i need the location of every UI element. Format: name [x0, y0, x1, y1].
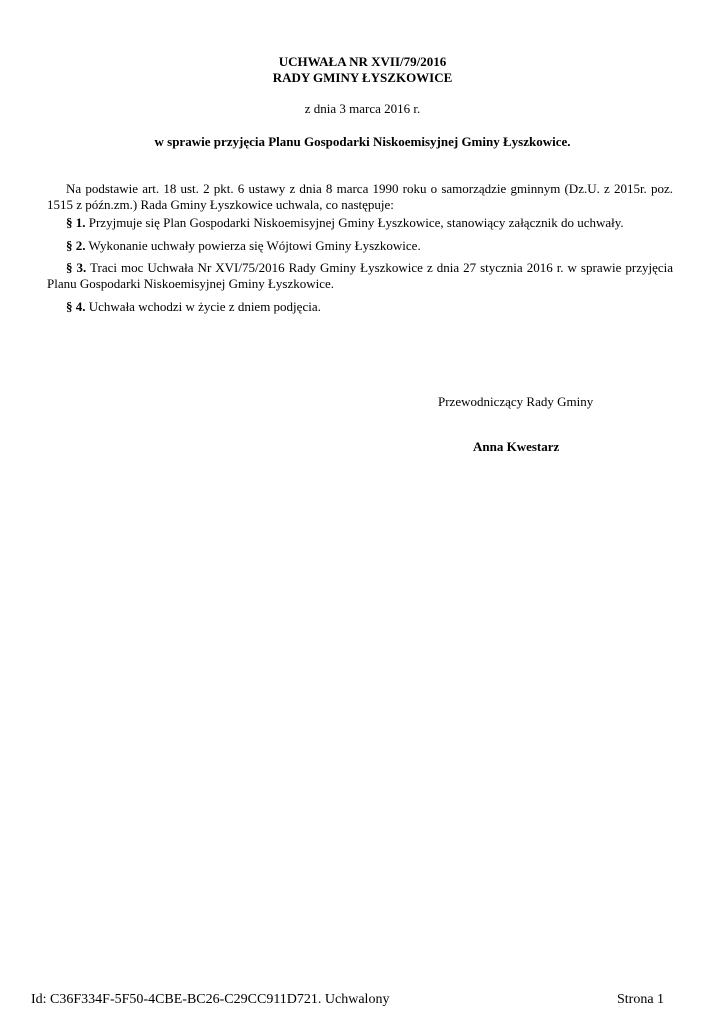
paragraph-number: § 4. — [66, 299, 86, 314]
footer-document-id: Id: C36F334F-5F50-4CBE-BC26-C29CC911D721. Uchwalony — [31, 992, 390, 1007]
paragraph-text: Traci moc Uchwała Nr XVI/75/2016 Rady Gminy Łyszkowice z dnia 27 stycznia 2016 r. w sprawie przyjęcia Planu Gospodarki Niskoemisyjnej Gminy Łyszkowice. — [47, 260, 673, 291]
paragraph-2 — [47, 238, 673, 254]
paragraph-text: Wykonanie uchwały powierza się Wójtowi Gminy Łyszkowice. — [85, 238, 421, 253]
signer-role: Przewodniczący Rady Gminy — [438, 394, 594, 409]
paragraph-text: Przyjmuje się Plan Gospodarki Niskoemisyjnej Gminy Łyszkowice, stanowiący załącznik do uchwały. — [85, 215, 624, 230]
paragraph-number: § 2. — [66, 238, 86, 253]
paragraph-4 — [47, 299, 673, 315]
footer-page-number: Strona 1 — [617, 992, 665, 1007]
preamble: Na podstawie art. 18 ust. 2 pkt. 6 ustawy z dnia 8 marca 1990 roku o samorządzie gminnym (Dz.U. z 2015r. poz. 1515 z późn.zm.) Rada Gminy Łyszkowice uchwala, co następuje: — [47, 181, 673, 212]
paragraph-1 — [47, 215, 673, 231]
document-date: z dnia 3 marca 2016 r. — [304, 101, 421, 116]
paragraph-3 — [47, 260, 673, 292]
paragraph-number: § 3. — [66, 260, 87, 275]
document-title-line2: RADY GMINY ŁYSZKOWICE — [272, 70, 453, 85]
document-subject: w sprawie przyjęcia Planu Gospodarki Niskoemisyjnej Gminy Łyszkowice. — [154, 134, 571, 149]
paragraph-text: Uchwała wchodzi w życie z dniem podjęcia. — [85, 299, 321, 314]
document-body — [47, 181, 673, 213]
signer-name: Anna Kwestarz — [473, 439, 560, 454]
paragraph-number: § 1. — [66, 215, 86, 230]
document-title-line1: UCHWAŁA NR XVII/79/2016 — [278, 54, 447, 69]
